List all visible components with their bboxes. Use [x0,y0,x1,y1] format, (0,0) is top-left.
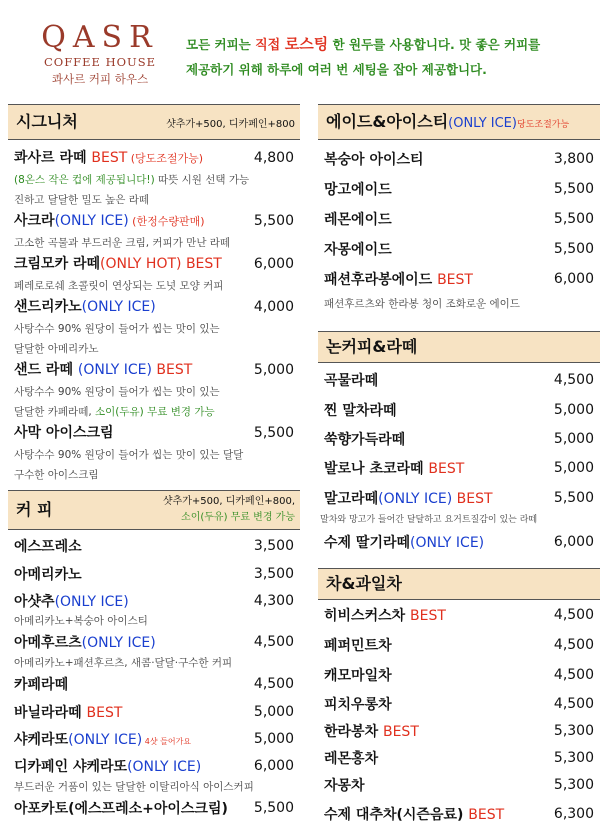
intro-roasting: 로스팅 [284,35,329,53]
item-desc: 소이(두유) 무료 변경 가능 [95,406,215,418]
menu-item [318,174,600,204]
item-price: 6,000 [553,534,594,550]
item-price: 5,000 [553,430,594,447]
menu-item [8,422,300,445]
item-desc: 사탕수수 90% 원당이 들어가 씹는 맛이 있는 달달 [14,449,244,461]
coffee-title: 커 피 [16,500,53,519]
only-ice-tag: (ONLY ICE) [77,362,152,378]
item-price: 4,800 [253,150,294,166]
item-name: 사막 아이스크림 [14,425,114,441]
best-badge: BEST [86,704,123,721]
item-name: 수제 딸기라떼 [324,535,411,551]
item-desc: 달달한 카페라떼, [14,406,96,418]
item-desc: (8온스 작은 컵에 제공됩니다!) [14,174,155,186]
section-tea [318,568,600,829]
item-price: 5,500 [553,181,594,197]
item-name: 망고에이드 [324,182,392,198]
menu-item [318,799,600,829]
item-price: 4,500 [553,695,594,712]
menu-item [318,600,600,630]
menu-item [318,395,600,424]
best-badge: BEST [91,150,128,166]
item-price: 6,000 [253,758,294,774]
item-name: 히비스커스차 [324,608,411,624]
best-badge: BEST [151,362,193,378]
only-ice-tag: (ONLY ICE) [448,116,517,131]
best-badge: BEST [452,491,493,507]
item-name: 자몽차 [324,778,365,794]
intro-text [186,32,606,82]
menu-item [318,630,600,660]
menu-item [318,771,600,799]
item-price: 4,500 [553,372,594,388]
only-ice-tag: (ONLY ICE) [68,731,143,748]
menu-item [318,204,600,234]
item-desc: 진하고 달달한 밀도 높은 라떼 [14,194,150,206]
item-name: 캐모마일차 [324,667,392,684]
intro-line1-d: 한 원두를 사용합니다. 맛 좋은 커피를 [328,37,541,52]
only-ice-tag: (ONLY ICE) [410,535,485,551]
intro-line1-a: 모든 커피는 [186,37,256,52]
menu-item [318,264,600,294]
item-name: 자몽에이드 [324,242,392,258]
section-noncoffee [318,331,600,557]
item-price: 5,000 [553,401,594,418]
item-name: 디카페인 샤케라또 [14,759,128,775]
item-name: 수제 대추차(시즌음료) [324,807,469,823]
section-coffee [8,490,300,822]
item-price: 5,000 [253,703,294,720]
best-badge: BEST [437,272,473,288]
best-badge: BEST [468,807,505,823]
item-price: 3,500 [253,538,294,554]
item-price: 4,500 [253,634,294,650]
coffee-header [8,490,300,530]
item-name: 말고라떼 [324,491,379,507]
menu-item [318,483,600,513]
item-name: 아샷추 [14,593,55,610]
item-tag: (당도조절가능) [127,152,204,165]
item-price: 6,000 [553,271,594,287]
item-name: 에스프레소 [14,539,82,555]
menu-item [318,744,600,771]
menu-item [8,359,300,382]
tea-header [318,568,600,600]
menu-item [318,527,600,557]
only-ice-tag: (ONLY ICE) [81,635,156,651]
item-price: 5,500 [553,241,594,257]
item-tag: 4샷 들어가요 [142,736,192,746]
item-price: 4,500 [553,666,594,683]
item-price: 6,300 [553,806,594,822]
menu-item [318,718,600,744]
signature-title: 시그니처 [16,112,78,131]
item-desc: 아메리카노+복숭아 아이스티 [14,615,148,627]
section-signature [8,104,300,485]
item-price: 5,500 [253,213,294,229]
menu-item [8,253,300,276]
item-desc: 달달한 아메리카노 [14,343,99,355]
ade-header [318,104,600,140]
item-price: 5,500 [253,425,294,441]
item-desc: 패션후르츠와 한라봉 청이 조화로운 에이드 [324,298,520,310]
item-price: 5,500 [253,800,294,816]
item-price: 4,500 [553,637,594,653]
section-ade [318,104,600,314]
item-name: 쑥향가득라떼 [324,431,406,448]
menu-item [318,689,600,718]
menu-item [8,628,300,656]
brand-subtitle: COFFEE HOUSE [43,55,157,69]
item-name: 아포카토(에스프레소+아이스크림) [14,801,228,817]
tea-title: 차&과일차 [326,574,402,593]
menu-item [8,532,300,560]
item-price: 4,500 [553,607,594,623]
menu-item [318,144,600,174]
item-name: 피치우롱차 [324,696,392,713]
menu-item [8,147,300,170]
menu-item [8,752,300,780]
only-ice-tag: (ONLY ICE) [378,491,453,507]
item-price: 4,000 [253,299,294,315]
ade-tag: 당도조절가능 [516,120,570,130]
menu-item [8,587,300,614]
only-ice-tag: (ONLY ICE) [54,213,129,229]
item-price: 3,500 [253,565,294,582]
brand-name: QASR [41,20,159,55]
item-name: 한라봉차 [324,724,383,740]
item-desc: 부드러운 거품이 있는 달달한 이탈리아식 아이스커피 [14,781,254,793]
item-price: 3,800 [553,151,594,167]
item-name: 샌드리카노 [14,299,82,315]
item-name: 사크라 [14,213,55,229]
menu-item [318,453,600,483]
best-badge: BEST [410,608,446,624]
intro-line1-b: 직접 [255,38,285,53]
item-price: 5,300 [553,777,594,793]
menu-item [8,698,300,725]
brand-logo [20,22,180,87]
item-tag: (한정수량판매) [128,215,205,228]
item-name: 카페라떼 [14,677,69,693]
menu-item [8,670,300,698]
menu-item [8,210,300,233]
item-name: 바닐라라떼 [14,704,87,721]
noncoffee-title: 논커피&라떼 [326,337,418,356]
item-price: 5,500 [553,211,594,227]
item-name: 페퍼민트차 [324,638,392,654]
item-desc: 아메리카노+패션후르츠, 새콤·달달·구수한 커피 [14,657,233,669]
only-ice-tag: (ONLY ICE) [54,593,129,610]
noncoffee-header [318,331,600,363]
item-price: 5,300 [553,749,594,766]
item-name: 패션후라봉에이드 [324,272,438,288]
item-name: 콰사르 라떼 [14,150,92,166]
item-name: 크림모카 라떼 [14,256,101,272]
item-name: 아메리카노 [14,566,82,583]
item-name: 아메후르츠 [14,635,82,651]
item-desc: 따뜻 시원 선택 가능 [154,174,250,186]
menu-item [318,424,600,453]
item-desc: 고소한 곡물과 부드러운 크림, 커피가 만난 라떼 [14,237,231,249]
signature-note: 샷추가+500, 디카페인+800 [166,119,295,130]
item-desc: 페레로로쉐 초콜릿이 연상되는 도넛 모양 커피 [14,280,224,292]
only-hot-best-tag: (ONLY HOT) BEST [100,256,222,272]
item-name: 곡물라떼 [324,373,379,389]
item-name: 복숭아 아이스티 [324,152,424,168]
item-desc: 사탕수수 90% 원당이 들어가 씹는 맛이 있는 [14,386,220,398]
menu-item [318,660,600,689]
item-price: 5,000 [253,362,294,378]
coffee-note: 샷추가+500, 디카페인+800, [162,496,295,507]
ade-title: 에이드&아이스티 [326,112,449,131]
menu-item [318,234,600,264]
item-desc: 구수한 아이스크림 [14,469,99,481]
item-name: 샤케라또 [14,731,69,748]
item-price: 5,300 [553,723,594,739]
item-price: 5,500 [553,490,594,506]
item-name: 샌드 라떼 [14,362,78,378]
coffee-note: 소이(두유) 무료 변경 가능 [181,512,295,523]
brand-korean-name: 콰사르 커피 하우스 [51,72,149,86]
item-name: 레몬에이드 [324,212,392,228]
signature-header [8,104,300,140]
item-name: 발로나 초코라떼 [324,461,429,477]
item-price: 5,000 [253,730,294,747]
item-price: 5,000 [553,460,594,476]
menu-item [8,725,300,752]
menu-item [8,794,300,822]
item-name: 찐 말차라떼 [324,402,397,419]
menu-item [8,296,300,319]
best-badge: BEST [382,724,419,740]
item-price: 4,300 [253,592,294,609]
only-ice-tag: (ONLY ICE) [81,299,156,315]
item-price: 4,500 [253,676,294,692]
item-name: 레몬홍차 [324,750,379,767]
item-desc: 사탕수수 90% 원당이 들어가 씹는 맛이 있는 [14,323,220,335]
menu-item [8,560,300,587]
item-price: 6,000 [253,256,294,272]
menu-item [318,365,600,395]
intro-line2: 제공하기 위해 하루에 여러 번 세팅을 잡아 제공합니다. [186,62,487,77]
only-ice-tag: (ONLY ICE) [127,759,202,775]
item-desc: 말차와 망고가 들어간 달달하고 요거트질감이 있는 라떼 [320,515,538,525]
best-badge: BEST [428,461,465,477]
